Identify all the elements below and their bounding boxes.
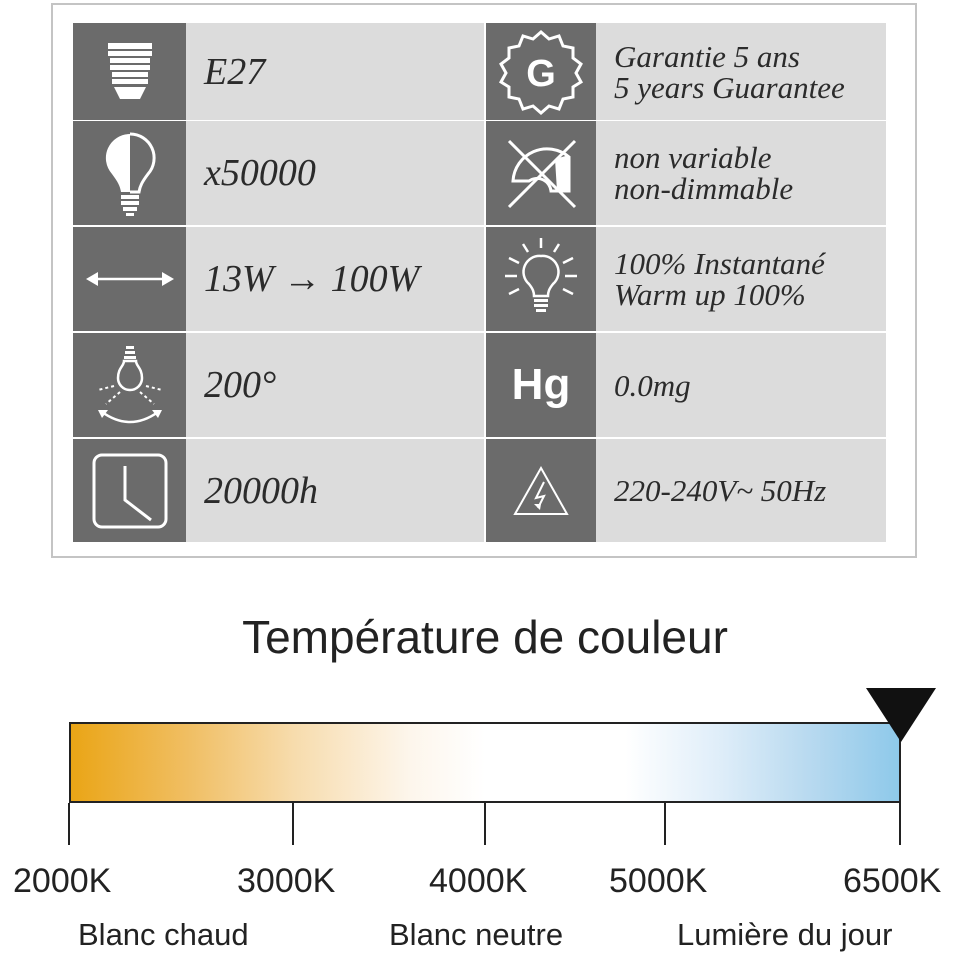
spec-text: 20000h (204, 469, 318, 512)
spec-text: 200° (204, 364, 277, 406)
tick-label: 4000K (429, 862, 528, 900)
spec-panel (51, 3, 917, 558)
instant-light-bulb-icon (486, 227, 596, 331)
spec-text: E27 (204, 50, 266, 93)
spec-cell-mercury (596, 333, 886, 437)
spec-cell-guarantee (596, 23, 886, 120)
spec-text: non-dimmable (614, 171, 794, 206)
spec-text: 0.0mg (614, 367, 691, 403)
bulb-half-icon (73, 121, 186, 225)
spec-text: Garantie 5 ans (614, 38, 800, 74)
tick-label: 5000K (609, 862, 708, 900)
no-dimming-icon (486, 121, 596, 225)
beam-angle-icon (73, 333, 186, 437)
spec-cell-cycles (186, 121, 484, 225)
spec-text: x50000 (204, 152, 316, 194)
guarantee-letter: G (526, 52, 556, 95)
spec-cell-power (186, 227, 484, 331)
tick-2000k (68, 803, 70, 845)
spec-cell-voltage (596, 439, 886, 542)
tick-3000k (292, 803, 294, 845)
spec-text: Warm up 100% (614, 277, 806, 312)
selected-temperature-marker (866, 688, 936, 742)
tick-5000k (664, 803, 666, 845)
mercury-icon (486, 333, 596, 437)
tick-label: 2000K (13, 862, 112, 900)
spec-cell-lifetime (186, 439, 484, 542)
spec-text: 5 years Guarantee (614, 69, 845, 105)
spec-text: non variable (614, 140, 772, 175)
clock-icon (73, 439, 186, 542)
double-arrow-icon (73, 227, 186, 331)
guarantee-seal-icon (486, 23, 596, 120)
spec-cell-warmup (596, 227, 886, 331)
high-voltage-warning-icon (486, 439, 596, 542)
socket-base-icon (73, 23, 186, 120)
zone-label-warm: Blanc chaud (78, 917, 249, 952)
tick-label: 3000K (237, 862, 336, 900)
tick-label: 6500K (843, 862, 942, 900)
spec-text: 100% Instantané (614, 246, 825, 281)
mercury-symbol: Hg (511, 360, 571, 409)
spec-text: 220-240V~ 50Hz (614, 473, 827, 508)
spec-cell-base (186, 23, 484, 120)
zone-label-neutral: Blanc neutre (389, 917, 564, 952)
tick-4000k (484, 803, 486, 845)
spec-cell-beam-angle (186, 333, 484, 437)
tick-6500k (899, 803, 901, 845)
color-temperature-title: Température de couleur (242, 611, 728, 663)
zone-label-daylight: Lumière du jour (677, 917, 893, 952)
color-temperature-bar (69, 722, 901, 803)
spec-cell-dimmable (596, 121, 886, 225)
spec-text: 13W → 100W (204, 258, 420, 300)
